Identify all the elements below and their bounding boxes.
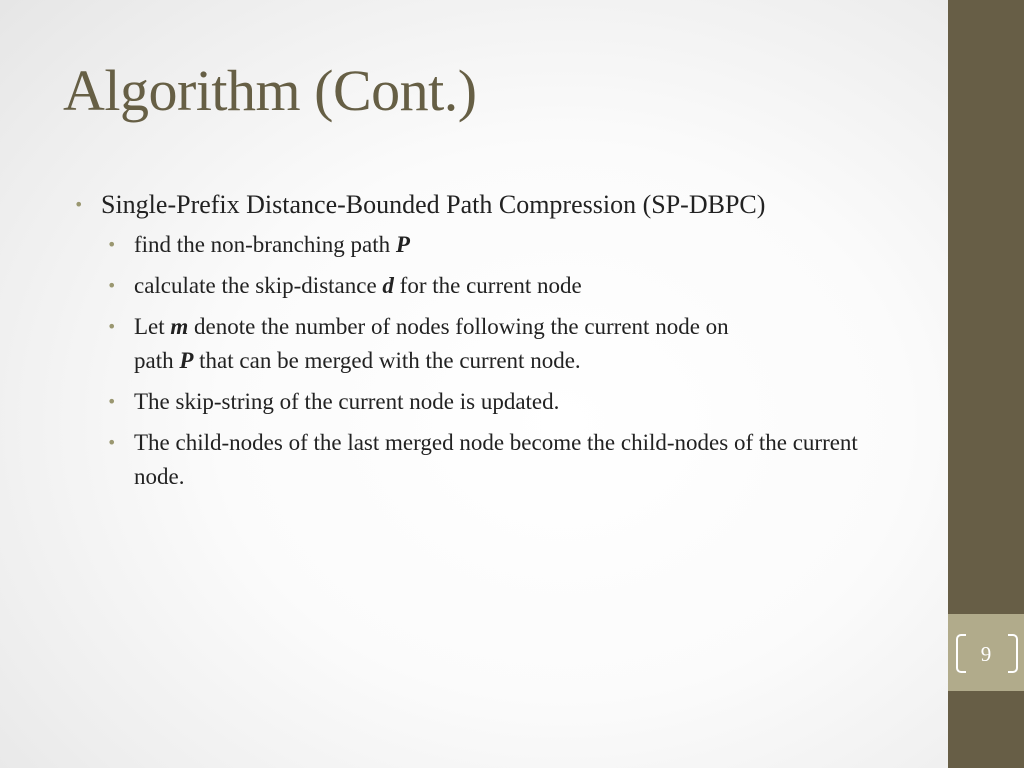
sub-bullet (107, 385, 894, 419)
sub-bullet (107, 426, 894, 494)
path-variable: P (395, 232, 410, 257)
sub-bullet-text: find the non-branching path P (134, 232, 410, 257)
main-bullet-text: Single-Prefix Distance-Bounded Path Compression (SP-DBPC) (101, 190, 766, 219)
bullet-dot-icon: • (107, 317, 117, 336)
sub-bullet (107, 310, 894, 378)
slide-title: Algorithm (Cont.) (63, 58, 477, 123)
bullet-dot-icon: • (107, 235, 117, 254)
main-bullet (74, 188, 914, 222)
sub-bullet-text: Let m denote the number of nodes following the current node on path P that can be merged with the current node. (134, 314, 729, 373)
bullet-dot-icon: • (107, 433, 117, 452)
bullet-dot-icon: • (74, 195, 84, 214)
path-variable: P (179, 348, 194, 373)
sub-bullet-text: The skip-string of the current node is updated. (134, 389, 560, 414)
sub-bullet-text: calculate the skip-distance d for the current node (134, 273, 582, 298)
page-number-box (948, 614, 1024, 691)
slide-content (74, 188, 914, 501)
sub-bullet-text: The child-nodes of the last merged node become the child-nodes of the current node. (134, 430, 858, 489)
distance-variable: d (382, 273, 394, 298)
sub-bullet (107, 269, 894, 303)
bullet-dot-icon: • (107, 392, 117, 411)
page-number: 9 (980, 642, 992, 666)
count-variable: m (170, 314, 189, 339)
sub-bullet (107, 228, 894, 262)
bullet-dot-icon: • (107, 276, 117, 295)
